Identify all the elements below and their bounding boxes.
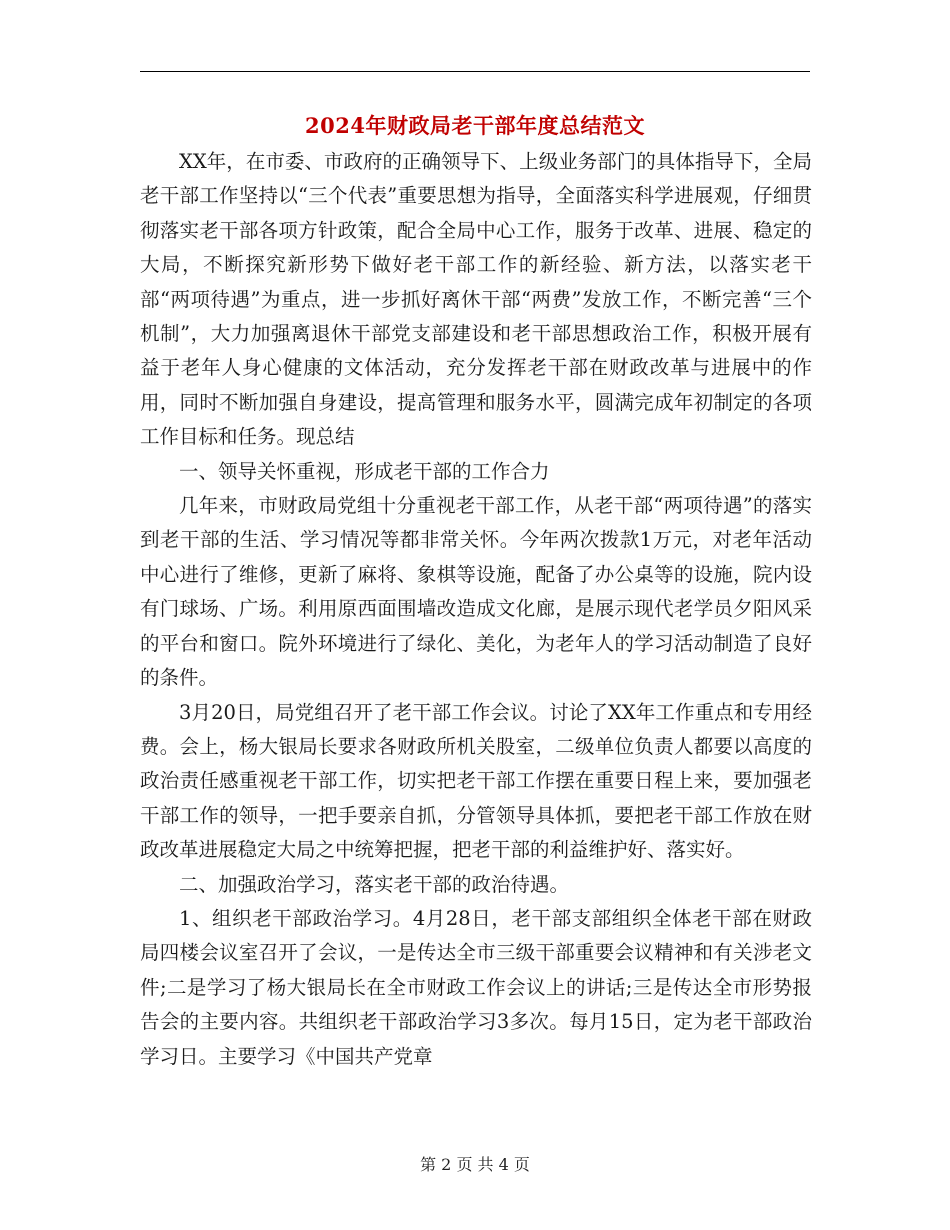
paragraph: 1、组织老干部政治学习。4月28日，老干部支部组织全体老干部在财政局四楼会议室召开了会议，一是传达全市三级干部重要会议精神和有关涉老文件;二是学习了杨大银局长在全市财政工作会议上的讲话;三是传达全市形势报告会的主要内容。共组织老干部政治学习3多次。每月15日，定为老干部政治学习日。主要学习《中国共产党章 bbox=[140, 906, 812, 1068]
paragraph: 3月20日，局党组召开了老干部工作会议。讨论了XX年工作重点和专用经费。会上，杨大银局长要求各财政所机关股室，二级单位负责人都要以高度的政治责任感重视老干部工作，切实把老干部工作摆在重要日程上来，要加强老干部工作的领导，一把手要亲自抓，分管领导具体抓，要把老干部工作放在财政改革进展稳定大局之中统筹把握，把老干部的利益维护好、落实好。 bbox=[140, 700, 812, 862]
document-body bbox=[140, 145, 812, 1074]
paragraph: 几年来，市财政局党组十分重视老干部工作，从老干部“两项待遇”的落实到老干部的生活、学习情况等都非常关怀。今年两次拨款1万元，对老年活动中心进行了维修，更新了麻将、象棋等设施，配备了办公桌等的设施，院内设有门球场、广场。利用原西面围墙改造成文化廊，是展示现代老学员夕阳风采的平台和窗口。院外环境进行了绿化、美化，为老年人的学习活动制造了良好的条件。 bbox=[140, 494, 812, 690]
paragraph-intro: XX年，在市委、市政府的正确领导下、上级业务部门的具体指导下，全局老干部工作坚持以“三个代表”重要思想为指导，全面落实科学进展观，仔细贯彻落实老干部各项方针政策，配合全局中心工作，服务于改革、进展、稳定的大局，不断探究新形势下做好老干部工作的新经验、新方法，以落实老干部“两项待遇”为重点，进一步抓好离休干部“两费”发放工作，不断完善“三个机制”，大力加强离退休干部党支部建设和老干部思想政治工作，积极开展有益于老年人身心健康的文体活动，充分发挥老干部在财政改革与进展中的作用，同时不断加强自身建设，提高管理和服务水平，圆满完成年初制定的各项工作目标和任务。现总结 bbox=[140, 150, 812, 449]
section-heading-1: 一、领导关怀重视，形成老干部的工作合力 bbox=[179, 459, 550, 483]
section-heading-2: 二、加强政治学习，落实老干部的政治待遇。 bbox=[179, 872, 570, 896]
document-title: 2024年财政局老干部年度总结范文 bbox=[305, 113, 645, 138]
page-footer: 第 2 页 共 4 页 bbox=[420, 1155, 530, 1174]
header-rule bbox=[140, 71, 810, 72]
